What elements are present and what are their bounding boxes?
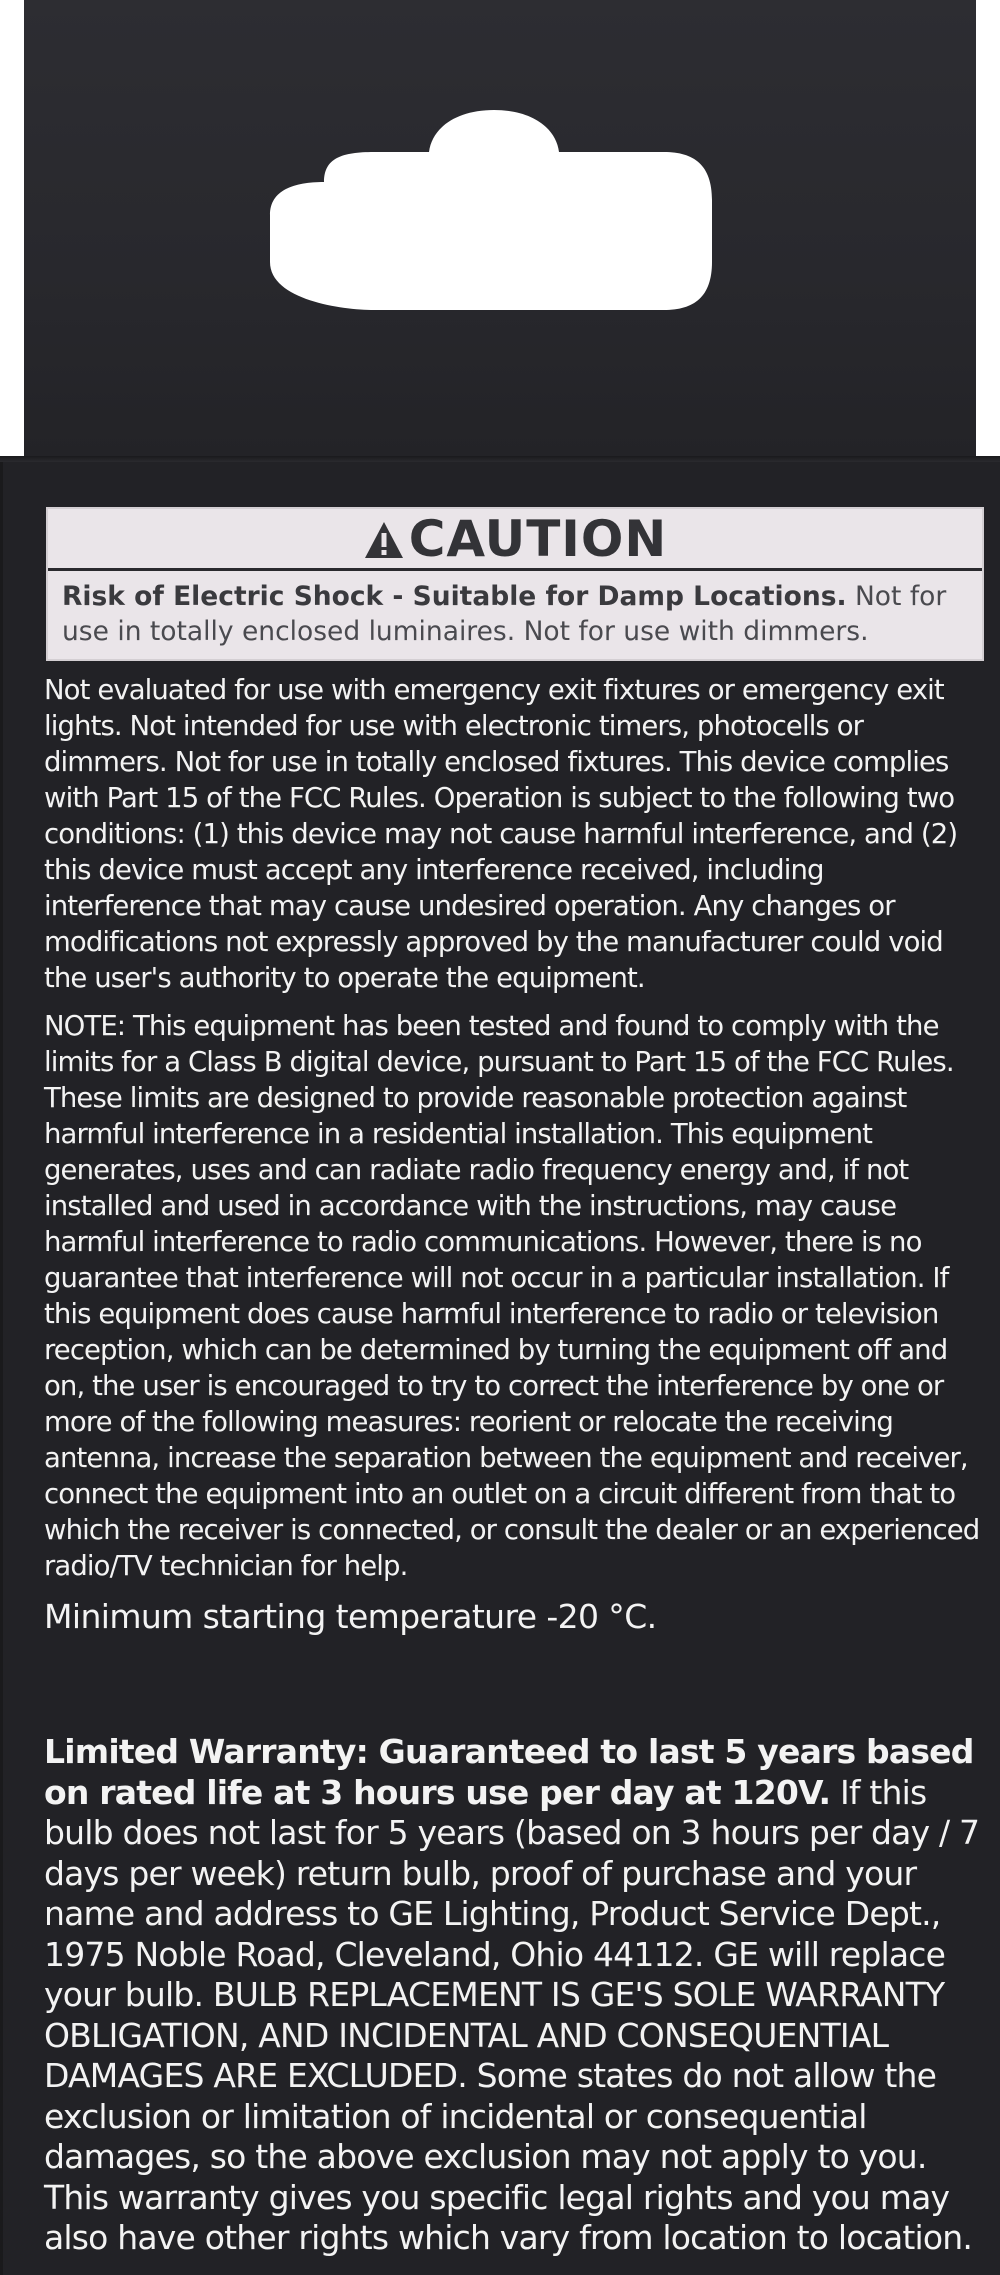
caution-plain-text: Not for use in totally enclosed luminaires. Not for use with dimmers. [62,581,947,647]
warranty-bold-text: Limited Warranty: Guaranteed to last 5 years based on rated life at 3 hours use per day at 120V. [44,1732,974,1812]
caution-bold-text: Risk of Electric Shock - Suitable for Damp Locations. [62,581,847,612]
hang-hole [24,0,976,456]
fcc-notice-paragraph: Not evaluated for use with emergency exit fixtures or emergency exit lights. Not intended for use with electronic timers, photocells or dimmers. Not for use in totally enclosed fixtures. This device complies with Part 15 of the FCC Rules. Operation is subject to the following two conditions: (1) this device may not cause harmful interference, and (2) this device must accept any interference received, including interference that may cause undesired operation. Any changes or modifications not expressly approved by the manufacturer could void the user's authority to operate the equipment. [44,674,958,994]
warranty-plain-text: If this bulb does not last for 5 years (based on 3 hours per day / 7 days per week) return bulb, proof of purchase and your name and address to GE Lighting, Product Service Dept., 1975 Noble Road, Cleveland, Ohio 44112. GE will replace your bulb. BULB REPLACEMENT IS GE'S SOLE WARRANTY OBLIGATION, AND INCIDENTAL AND CONSEQUENTIAL DAMAGES ARE EXCLUDED. Some states do not allow the exclusion or limitation of incidental or consequential damages, so the above exclusion may not apply to you. This warranty gives you specific legal rights and you may also have other rights which vary from location to location. [44,1772,980,2257]
caution-text [62,579,970,649]
min-temperature-text: Minimum starting temperature -20 °C. [44,1597,657,1636]
caution-title: CAUTION [408,509,668,568]
limited-warranty-paragraph [44,1732,984,2259]
fcc-note-paragraph: NOTE: This equipment has been tested and found to comply with the limits for a Class B digital device, pursuant to Part 15 of the FCC Rules. These limits are designed to provide reasonable protection against harmful interference in a residential installation. This equipment generates, uses and can radiate radio frequency energy and, if not installed and used in accordance with the instructions, may cause harmful interference to radio communications. However, there is no guarantee that interference will not occur in a particular installation. If this equipment does cause harmful interference to radio or television reception, which can be determined by turning the equipment off and on, the user is encouraged to try to correct the interference by one or more of the following measures: reorient or relocate the receiving antenna, increase the separation between the equipment and receiver, connect the equipment into an outlet on a circuit different from that to which the receiver is connected, or consult the dealer or an experienced radio/TV technician for help. [44,1010,980,1582]
caution-box [46,507,984,661]
caution-header [48,509,982,571]
hang-tab [24,0,976,456]
warning-triangle-icon [363,520,405,560]
